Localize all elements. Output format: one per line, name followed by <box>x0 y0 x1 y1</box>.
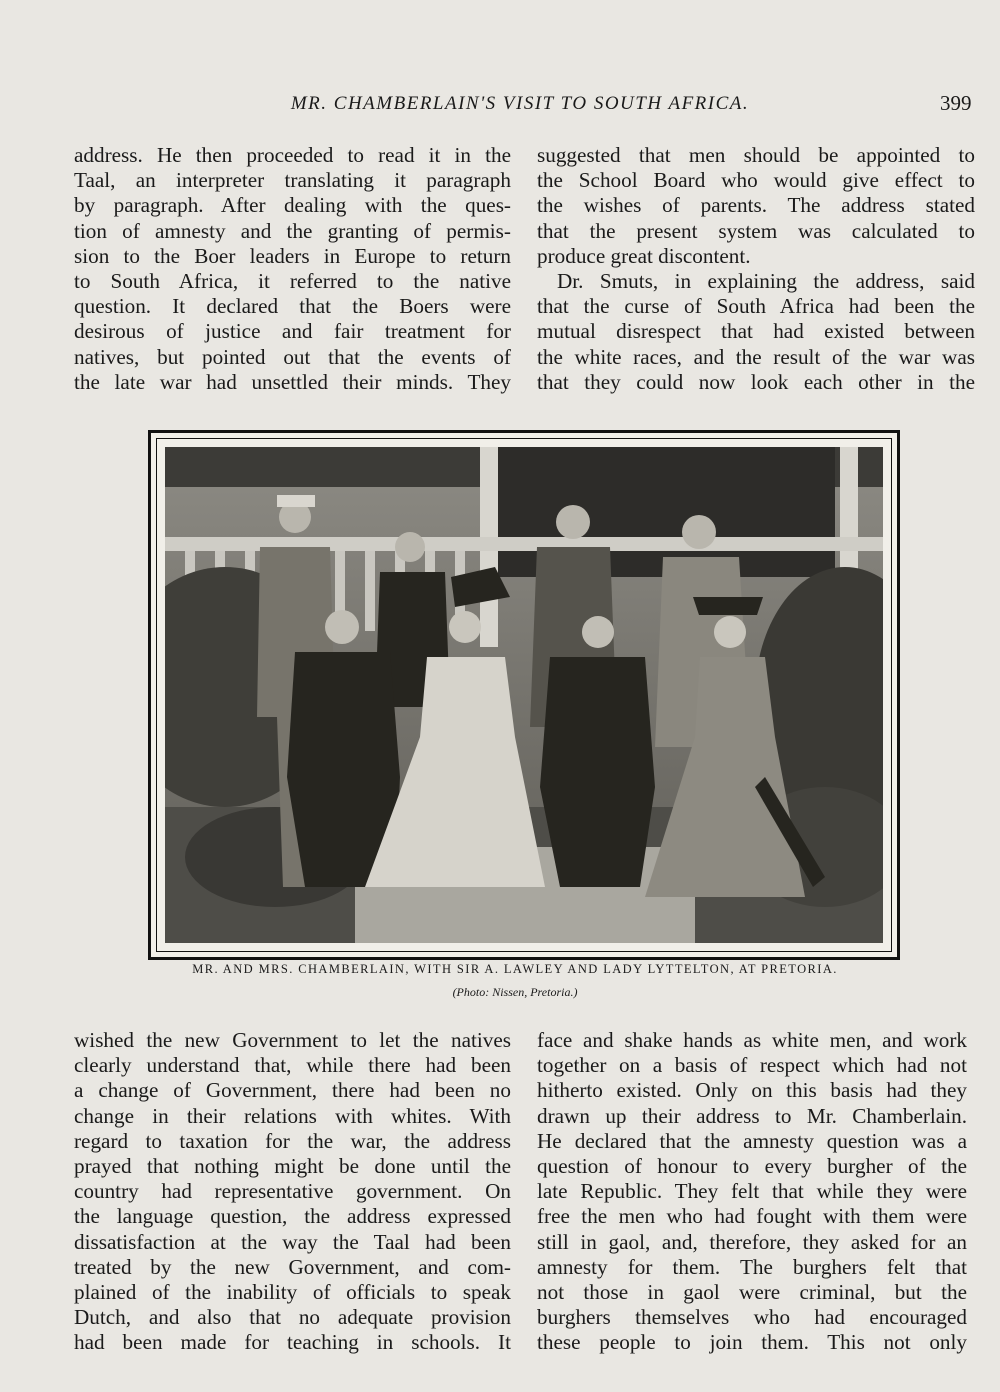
text-line: produce great discontent. <box>537 243 751 268</box>
text-line: Dr. Smuts, in explaining the address, said <box>557 268 975 293</box>
text-line: free the men who had fought with them were <box>537 1204 967 1229</box>
top-right-column <box>537 143 975 395</box>
page-number: 399 <box>940 91 972 115</box>
photograph-frame <box>148 430 900 960</box>
text-line: tion of amnesty and the granting of permis- <box>74 218 511 243</box>
text-line: Taal, an interpreter translating it paragraph <box>74 168 511 193</box>
text-line: question. It declared that the Boers were <box>74 294 511 319</box>
text-line: desirous of justice and fair treatment for <box>74 319 511 344</box>
group-photograph <box>165 447 883 943</box>
text-line: question of honour to every burgher of the <box>537 1153 967 1178</box>
text-line: not those in gaol were criminal, but the <box>537 1279 967 1304</box>
text-line: together on a basis of respect which had not <box>537 1053 967 1078</box>
text-line: country had representative government. On <box>74 1179 511 1204</box>
text-line: dissatisfaction at the way the Taal had been <box>74 1229 511 1254</box>
text-line: amnesty for them. The burghers felt that <box>537 1254 967 1279</box>
text-line: wished the new Government to let the natives <box>74 1028 511 1052</box>
text-line: to South Africa, it referred to the native <box>74 268 511 293</box>
text-line: natives, but pointed out that the events of <box>74 344 511 369</box>
photo-caption: MR. AND MRS. CHAMBERLAIN, WITH SIR A. LAWLEY AND LADY LYTTELTON, AT PRETORIA. <box>192 962 838 976</box>
text-line: that the present system was calculated to <box>537 218 975 243</box>
text-line: treated by the new Government, and com- <box>74 1254 511 1279</box>
text-line: had been made for teaching in schools. It <box>74 1330 511 1355</box>
text-line: these people to join them. This not only <box>537 1330 967 1355</box>
text-line: face and shake hands as white men, and work <box>537 1028 967 1052</box>
text-line: suggested that men should be appointed to <box>537 143 975 167</box>
text-line: that they could now look each other in the <box>537 369 975 394</box>
text-line: address. He then proceeded to read it in the <box>74 143 511 167</box>
text-line: hitherto existed. Only on this basis had they <box>537 1078 967 1103</box>
text-line: Dutch, and also that no adequate provision <box>74 1305 511 1330</box>
text-line: the language question, the address expressed <box>74 1204 511 1229</box>
text-line: a change of Government, there had been no <box>74 1078 511 1103</box>
text-line: the School Board who would give effect to <box>537 168 975 193</box>
text-line: by paragraph. After dealing with the ques- <box>74 193 511 218</box>
text-line: plained of the inability of officials to speak <box>74 1279 511 1304</box>
text-line: clearly understand that, while there had been <box>74 1053 511 1078</box>
text-line: the white races, and the result of the war was <box>537 344 975 369</box>
text-line: regard to taxation for the war, the address <box>74 1128 511 1153</box>
text-line: mutual disrespect that had existed between <box>537 319 975 344</box>
text-line: sion to the Boer leaders in Europe to return <box>74 243 511 268</box>
text-line: the wishes of parents. The address stated <box>537 193 975 218</box>
text-line: the late war had unsettled their minds. They <box>74 369 511 394</box>
top-left-column <box>74 143 511 395</box>
text-line: late Republic. They felt that while they were <box>537 1179 967 1204</box>
text-line: that the curse of South Africa had been the <box>537 294 975 319</box>
bottom-left-column <box>74 1028 511 1355</box>
bottom-right-column <box>537 1028 967 1355</box>
text-line: prayed that nothing might be done until the <box>74 1153 511 1178</box>
text-line: drawn up their address to Mr. Chamberlain. <box>537 1103 967 1128</box>
text-line: burghers themselves who had encouraged <box>537 1305 967 1330</box>
text-line: He declared that the amnesty question was a <box>537 1128 967 1153</box>
text-line: change in their relations with whites. With <box>74 1103 511 1128</box>
photograph-image <box>165 447 883 943</box>
photo-credit: (Photo: Nissen, Pretoria.) <box>452 985 578 999</box>
text-line: still in gaol, and, therefore, they asked for an <box>537 1229 967 1254</box>
running-head: MR. CHAMBERLAIN'S VISIT TO SOUTH AFRICA. <box>290 93 750 114</box>
